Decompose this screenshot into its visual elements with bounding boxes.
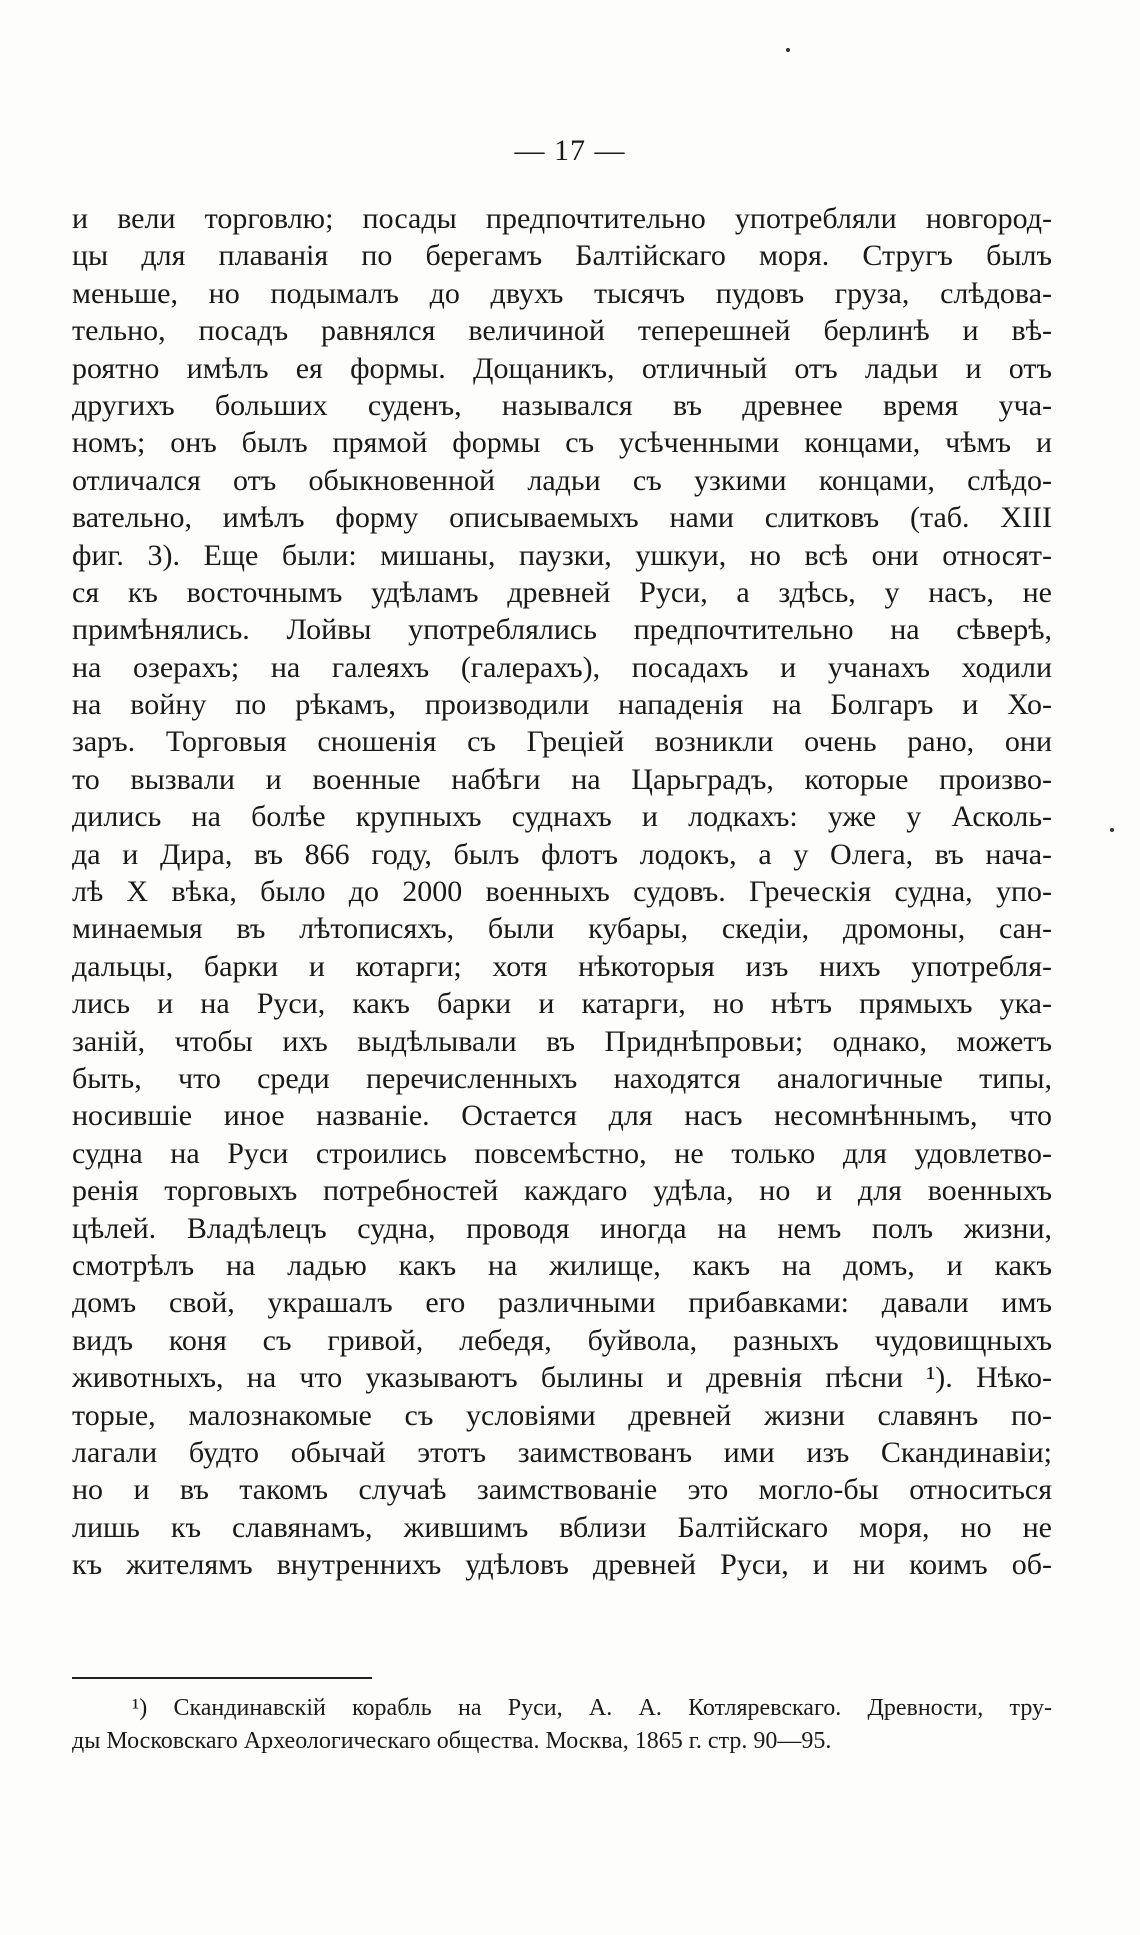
text-line: домъ свой, украшалъ его различными прибавками: давали имъ — [72, 1286, 1052, 1320]
footnote-line: ¹) Скандинавскій корабль на Руси, А. А. Котляревскаго. Древности, тру- — [132, 1695, 1052, 1721]
text-line: заръ. Торговыя сношенія съ Греціей возникли очень рано, они — [72, 725, 1052, 759]
text-line: другихъ больших суденъ, назывался въ древнее время учa- — [72, 388, 1052, 422]
text-line: лишь къ славянамъ, жившимъ вблизи Балтійскаго моря, но не — [72, 1510, 1052, 1544]
text-line: ренія торговыхъ потребностей каждаго удѣла, но и для военныхъ — [72, 1174, 1052, 1208]
text-line: меньше, но подымалъ до двухъ тысячъ пудовъ груза, слѣдова- — [72, 276, 1052, 310]
print-speck — [786, 48, 790, 52]
text-line: ся къ восточнымъ удѣламъ древней Руси, а здѣсь, у насъ, не — [72, 575, 1052, 609]
text-line: на озерахъ; на галеяхъ (галерахъ), посадахъ и учанахъ ходили — [72, 650, 1052, 684]
footnote-divider — [72, 1677, 372, 1679]
text-line: тельно, посадъ равнялся величиной теперешней берлинѣ и вѣ- — [72, 314, 1052, 348]
text-line: лись и на Руси, какъ барки и катарги, но нѣтъ прямыхъ ука- — [72, 987, 1052, 1021]
text-line: лѣ X вѣка, было до 2000 военныхъ судовъ. Греческія судна, упо- — [72, 875, 1052, 909]
text-line: животныхъ, на что указываютъ былины и древнія пѣсни ¹). Нѣко- — [72, 1361, 1052, 1395]
text-line: вательно, имѣлъ форму описываемыхъ нами слитковъ (таб. XIII — [72, 501, 1052, 535]
text-line: къ жителямъ внутреннихъ удѣловъ древней Руси, и ни коимъ об- — [72, 1548, 1052, 1582]
text-line: заній, чтобы ихъ выдѣлывали въ Приднѣпровьи; однако, можетъ — [72, 1024, 1052, 1058]
text-line: видъ коня съ гривой, лебедя, буйвола, разныхъ чудовищныхъ — [72, 1323, 1052, 1357]
text-line: и вели торговлю; посады предпочтительно употребляли новгород- — [72, 202, 1052, 235]
body-text — [72, 200, 1052, 1583]
text-line: цы для плаванія по берегамъ Балтійскаго моря. Стругъ былъ — [72, 239, 1052, 273]
text-line: лагали будто обычай этотъ заимствованъ ими изъ Скандинавіи; — [72, 1435, 1052, 1469]
text-line: роятно имѣлъ ея формы. Дощаникъ, отличный отъ ладьи и отъ — [72, 351, 1052, 385]
text-line: дились на болѣе крупныхъ суднахъ и лодкахъ: уже у Асколь- — [72, 800, 1052, 834]
page-number: — 17 — — [514, 134, 626, 167]
text-line: на войну по рѣкамъ, производили нападенія на Болгаръ и Хо- — [72, 688, 1052, 722]
text-line: цѣлей. Владѣлецъ судна, проводя иногда на немъ полъ жизни, — [72, 1211, 1052, 1245]
text-line: номъ; онъ былъ прямой формы съ усѣченными концами, чѣмъ и — [72, 426, 1052, 460]
text-line: судна на Руси строились повсемѣстно, не только для удовлетво- — [72, 1136, 1052, 1170]
text-line: то вызвали и военные набѣги на Царьградъ, которые произво- — [72, 762, 1052, 796]
text-line: торые, малознакомые съ условіями древней жизни славянъ по- — [72, 1398, 1052, 1432]
text-line: носившіе иное названіе. Остается для насъ несомнѣннымъ, что — [72, 1099, 1052, 1133]
text-line: быть, что среди перечисленныхъ находятся аналогичные типы, — [72, 1061, 1052, 1095]
text-line: да и Дира, въ 866 году, былъ флотъ лодокъ, а у Олега, въ нача- — [72, 837, 1052, 871]
text-line: смотрѣлъ на ладью какъ на жилище, какъ на домъ, и какъ — [72, 1248, 1052, 1282]
text-line: примѣнялись. Лойвы употреблялись предпочтительно на сѣверѣ, — [72, 613, 1052, 647]
text-line: дальцы, барки и котарги; хотя нѣкоторыя изъ нихъ употребля- — [72, 949, 1052, 983]
footnotes — [72, 1692, 1052, 1758]
text-line: минаемыя въ лѣтописяхъ, были кубары, скедіи, дромоны, сан- — [72, 912, 1052, 946]
print-speck — [1110, 828, 1114, 832]
text-line: отличался отъ обыкновенной ладьи съ узкими концами, слѣдо- — [72, 463, 1052, 497]
text-line: но и въ такомъ случаѣ заимствованіе это могло-бы относиться — [72, 1473, 1052, 1507]
text-line: фиг. 3). Еще были: мишаны, паузки, ушкуи, но всѣ они относят- — [72, 538, 1052, 572]
footnote-line: ды Московскаго Археологическаго общества. Москва, 1865 г. стр. 90—95. — [72, 1728, 832, 1754]
